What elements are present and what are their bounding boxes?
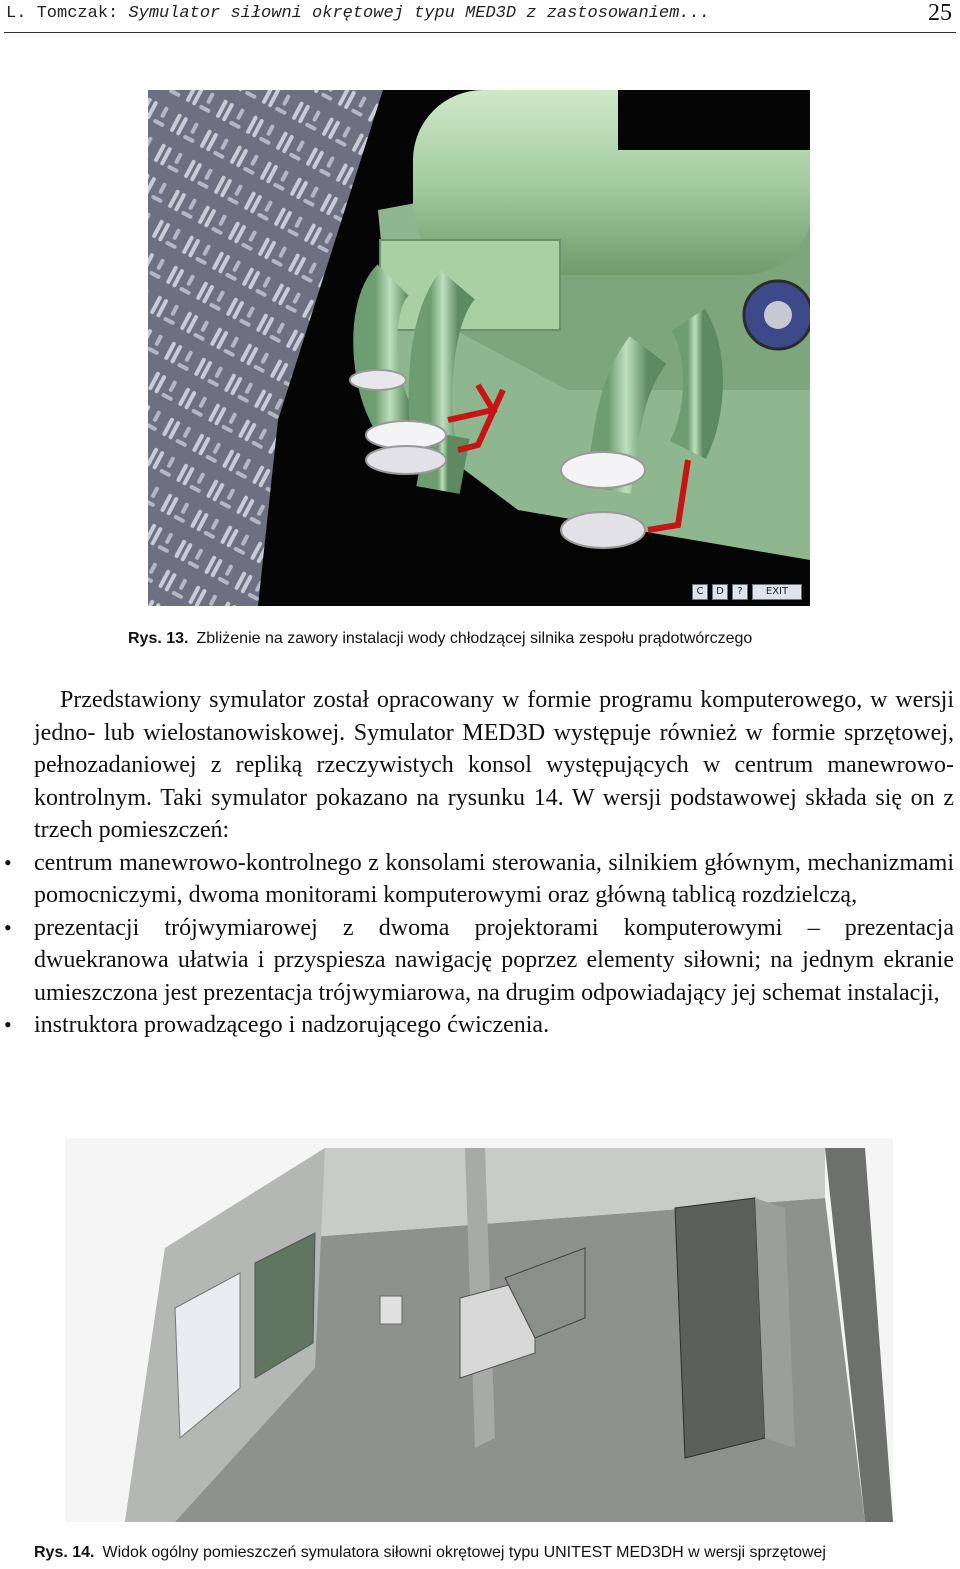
figure-14-simulator-rooms [65, 1138, 893, 1522]
body-paragraph: Przedstawiony symulator został opracowany w formie programu komputerowego, w wersji jedno- lub wielostanowiskowej. Symulator MED3D występuje również w formie sprzętowej, pełnozadaniowej z repliką rzeczywistych konsol występujących w centrum manewrowo-kontrolnym. Taki symulator pokazano na rysunku 14. W wersji podstawowej składa się on z trzech pomieszczeń: [34, 687, 954, 843]
figure-14-label: Rys. 14. [34, 1544, 95, 1561]
page-header [4, 0, 956, 33]
figure-14-caption [34, 1544, 826, 1562]
list-item: • instruktora prowadzącego i nadzorującego ćwiczenia. [34, 1009, 954, 1042]
figure-13-caption-text: Zbliżenie na zawory instalacji wody chłodzącej silnika zespołu prądotwórczego [196, 630, 753, 647]
c-button[interactable]: C [692, 584, 708, 600]
figure-14-caption-text: Widok ogólny pomieszczeń symulatora siłowni okrętowej typu UNITEST MED3DH w wersji sprzętowej [102, 1544, 826, 1561]
engine-valves-illustration [148, 90, 810, 606]
body-text [34, 684, 954, 1042]
figure-13-caption [128, 630, 752, 648]
page-number: 25 [928, 0, 952, 26]
instructor-desk [380, 1296, 402, 1324]
main-switchboard [675, 1198, 765, 1458]
room-list [34, 847, 954, 1042]
figure-13-label: Rys. 13. [128, 630, 189, 647]
figure-13-engine-valves [148, 90, 810, 606]
list-item: • centrum manewrowo-kontrolnego z konsolami sterowania, silnikiem głównym, mechanizmami pomocniczymi, dwoma monitorami komputerowymi oraz główną tablicą rozdzielczą, [34, 847, 954, 912]
exit-button[interactable]: EXIT [752, 584, 802, 600]
list-item: • prezentacji trójwymiarowej z dwoma projektorami komputerowymi – prezentacja dwuekranowa ułatwia i przyspiesza nawigację poprzez elementy siłowni; na jednym ekranie umieszczona jest prezentacja trójwymiarowa, na drugim odpowiadający jej schemat instalacji, [34, 912, 954, 1010]
simulator-toolbar [692, 584, 802, 600]
simulator-rooms-illustration [65, 1138, 893, 1522]
d-button[interactable]: D [712, 584, 728, 600]
running-head: L. Tomczak: Symulator siłowni okrętowej typu MED3D z zastosowaniem... [6, 4, 710, 23]
help-button[interactable]: ? [732, 584, 748, 600]
